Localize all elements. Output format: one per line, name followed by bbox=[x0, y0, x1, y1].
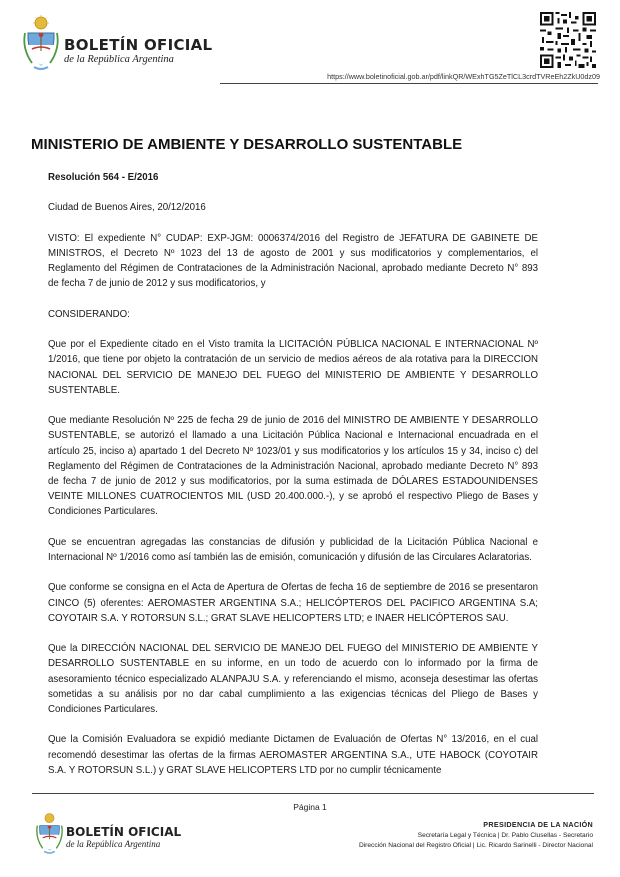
resolution-number: Resolución 564 - E/2016 bbox=[48, 172, 159, 183]
place-date: Ciudad de Buenos Aires, 20/12/2016 bbox=[48, 202, 206, 214]
document-body bbox=[48, 170, 538, 793]
footer-brand-title: BOLETÍN OFICIAL bbox=[66, 825, 182, 839]
paragraph: Que se encuentran agregadas las constancias de difusión y publicidad de la Licitación Pública Nacional e Internacional Nº 1/2016 como así también las de emisión, comunicación y difusión de las Circulares Aclaratorias. bbox=[48, 536, 538, 563]
paragraph: Que la Comisión Evaluadora se expidió mediante Dictamen de Evaluación de Ofertas N° 13/2016, en el cual recomendó desestimar las ofertas de la firmas AEROMASTER ARGENTINA S.A., UTE HABOCK (COYOTAIR S.A. Y ROTORSUN S.L.) y GRAT SLAVE HELICOPTERS LTD por no cumplir técnicamente bbox=[48, 734, 538, 776]
qr-code-icon[interactable] bbox=[540, 12, 596, 68]
brand-title: BOLETÍN OFICIAL bbox=[64, 36, 213, 54]
presidency-line-1: Secretaría Legal y Técnica | Dr. Pablo Clusellas - Secretario bbox=[417, 831, 593, 839]
document-url[interactable]: https://www.boletinoficial.gob.ar/pdf/linkQR/WExhTG5ZeTlCL3crdTVReEh2ZkU0dz09 bbox=[327, 72, 600, 81]
paragraph: Que por el Expediente citado en el Visto tramita la LICITACIÓN PÚBLICA NACIONAL E INTERNACIONAL Nº 1/2016, que tiene por objeto la contratación de un servicio de medios aéreos de ala rotativa para la DIRECCION NACIONAL DEL SERVICIO DE MANEJO DEL FUEGO del MINISTERIO DE AMBIENTE Y DESARROLLO SUSTENTABLE. bbox=[48, 339, 538, 396]
paragraph: Que la DIRECCIÓN NACIONAL DEL SERVICIO DE MANEJO DEL FUEGO del MINISTERIO DE AMBIENTE Y DESARROLLO SUSTENTABLE en su informe, en un todo de acuerdo con lo informado por la firma de asesoramiento técnico especializado ALANPAJU S.A. y referenciando el mismo, aconseja desestimar las ofertas sometidas a su análisis por no dar cabal cumplimiento a las exigencias técnicas del Pliego de Bases y Condiciones Particulares. bbox=[48, 643, 538, 715]
argentina-coat-of-arms-icon bbox=[22, 15, 60, 73]
paragraph: Que mediante Resolución Nº 225 de fecha 29 de junio de 2016 del MINISTRO DE AMBIENTE Y DESARROLLO SUSTENTABLE, se autorizó el llamado a una Licitación Pública Nacional e Internacional encuadrada en el artículo 25, inciso a) apartado 1 del Decreto Nº 1023/01 y sus modificatorios y los artículos 15 y 34, inciso c) del Reglamento del Régimen de Contrataciones de la Administración Nacional, aprobado mediante Decreto N° 893 de fecha 7 de junio de 2012 y sus modificatorios, por la suma estimada de DÓLARES ESTADOUNIDENSES VEINTE MILLONES CUATROCIENTOS MIL (USD 20.400.000.-), y se aprobó el respectivo Pliego de Bases y Condiciones Particulares. bbox=[48, 415, 538, 518]
presidency-title: PRESIDENCIA DE LA NACIÓN bbox=[483, 820, 593, 829]
paragraph-considerando: CONSIDERANDO: bbox=[48, 308, 130, 320]
header-divider bbox=[220, 83, 598, 84]
paragraph-visto: VISTO: El expediente N° CUDAP: EXP-JGM: 0006374/2016 del Registro de JEFATURA DE GABINETE DE MINISTROS, el Decreto Nº 1023 del 13 de agosto de 2001 y sus modificatorios y complementarios, el Reglamento del Régimen de Contrataciones de la Administración Nacional, aprobado mediante Decreto N° 893 de fecha 7 de junio de 2012 y sus modificatorios, y bbox=[48, 232, 538, 290]
presidency-block bbox=[359, 820, 593, 852]
ministry-title: MINISTERIO DE AMBIENTE Y DESARROLLO SUSTENTABLE bbox=[31, 136, 463, 153]
page-number: Página 1 bbox=[293, 802, 327, 812]
footer-divider bbox=[32, 793, 594, 794]
argentina-coat-of-arms-icon bbox=[35, 812, 64, 856]
footer-brand-subtitle: de la República Argentina bbox=[66, 839, 161, 849]
presidency-line-2: Dirección Nacional del Registro Oficial | Lic. Ricardo Sarinelli - Director Nacional bbox=[358, 842, 593, 849]
paragraph: Que conforme se consigna en el Acta de Apertura de Ofertas de fecha 16 de septiembre de 2016 se presentaron CINCO (5) oferentes: AEROMASTER ARGENTINA S.A.; HELICÓPTEROS DEL PACIFICO ARGENTINA S.A; COYOTAIR S.A. Y ROTORSUN S.L.; GRAT SLAVE HELICOPTERS LTD; e INAER HELICÓPTEROS SAU. bbox=[48, 582, 538, 624]
brand-subtitle: de la República Argentina bbox=[64, 54, 174, 65]
